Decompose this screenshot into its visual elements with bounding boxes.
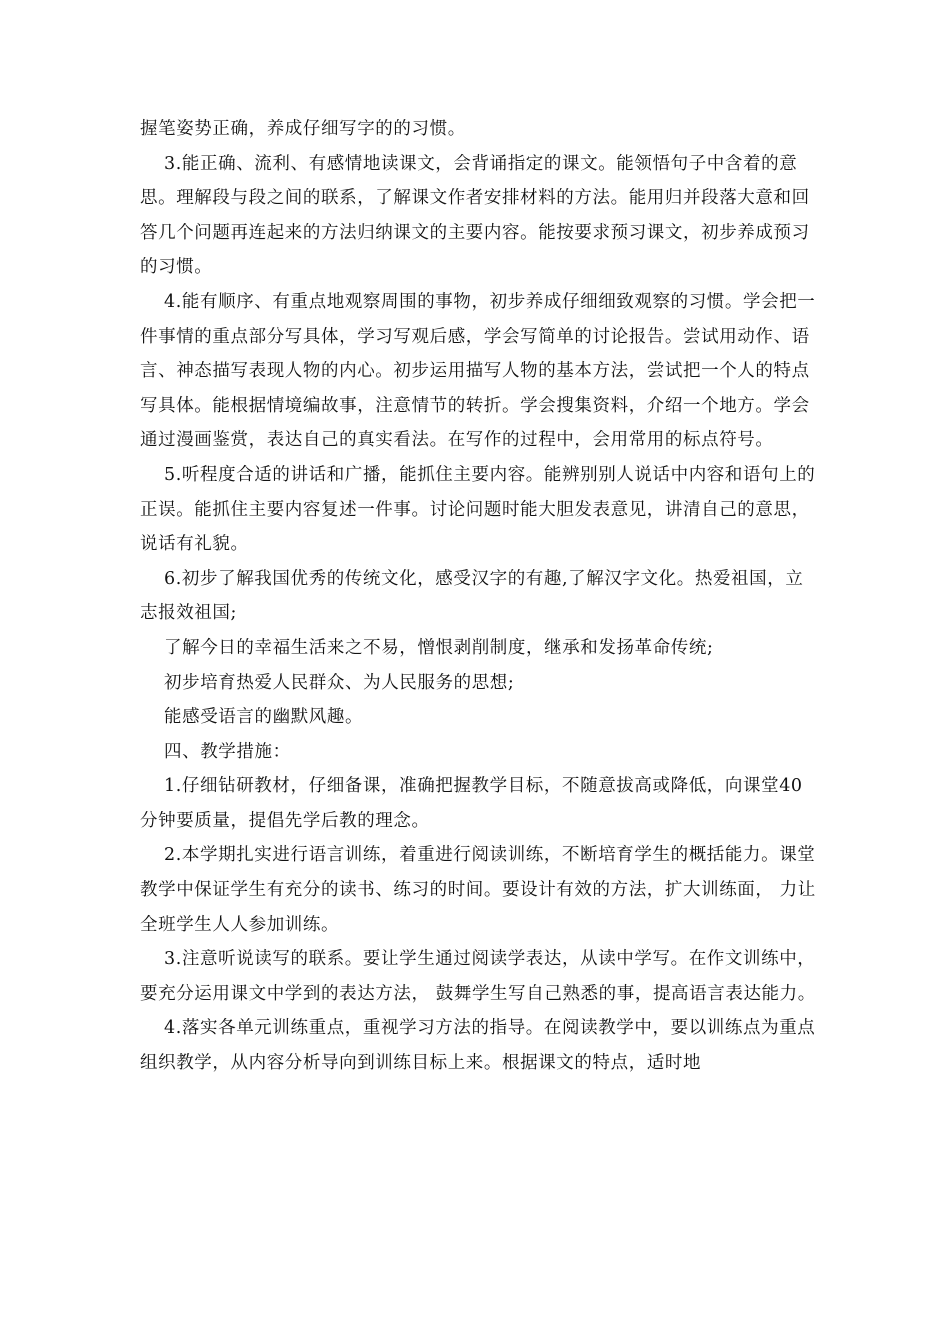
paragraph: 能感受语言的幽默风趣。: [164, 707, 364, 728]
paragraph: 6.初步了解我国优秀的传统文化，感受汉字的有趣,了解汉字文化。热爱祖国，立志报效祖国;: [140, 568, 804, 624]
paragraph: 1.仔细钻研教材，仔细备课，准确把握教学目标，不随意拔高或降低，向课堂40分钟要质量，提倡先学后教的理念。: [140, 776, 803, 831]
document-body: [140, 112, 820, 1081]
paragraph: 2.本学期扎实进行语言训练，着重进行阅读训练，不断培育学生的概括能力。课堂教学中保证学生有充分的读书、练习的时间。要设计有效的方法，扩大训练面， 力让全班学生人人参加训练。: [140, 845, 816, 935]
paragraph: 初步培育热爱人民群众、为人民服务的思想;: [164, 672, 515, 693]
paragraph: 4.落实各单元训练重点，重视学习方法的指导。在阅读教学中，要以训练点为重点组织教学，从内容分析导向到训练目标上来。根据课文的特点，适时地: [140, 1018, 816, 1074]
paragraph: 3.能正确、流利、有感情地读课文，会背诵指定的课文。能领悟句子中含着的意思。理解段与段之间的联系，了解课文作者安排材料的方法。能用归并段落大意和回答几个问题再连起来的方法归纳课文的主要内容。能按要求预习课文，初步养成预习的习惯。: [140, 153, 810, 278]
paragraph: 了解今日的幸福生活来之不易，憎恨剥削制度，继承和发扬革命传统;: [164, 637, 714, 658]
paragraph: 5.听程度合适的讲话和广播，能抓住主要内容。能辨别别人说话中内容和语句上的正误。能抓住主要内容复述一件事。讨论问题时能大胆发表意见，讲清自己的意思，说话有礼貌。: [140, 464, 816, 555]
paragraph: 3.注意听说读写的联系。要让学生通过阅读学表达，从读中学写。在作文训练中，要充分运用课文中学到的表达方法， 鼓舞学生写自己熟悉的事，提高语言表达能力。: [140, 949, 816, 1004]
paragraph: 握笔姿势正确，养成仔细写字的的习惯。: [140, 119, 466, 139]
section-heading: 四、教学措施：: [164, 741, 291, 762]
paragraph: 4.能有顺序、有重点地观察周围的事物，初步养成仔细细致观察的习惯。学会把一件事情的重点部分写具体，学习写观后感，学会写简单的讨论报告。尝试用动作、语言、神态描写表现人物的内心。初步运用描写人物的基本方法，尝试把一个人的特点写具体。能根据情境编故事，注意情节的转折。学会搜集资料，介绍一个地方。学会通过漫画鉴赏，表达自己的真实看法。在写作的过程中，会用常用的标点符号。: [140, 291, 816, 451]
